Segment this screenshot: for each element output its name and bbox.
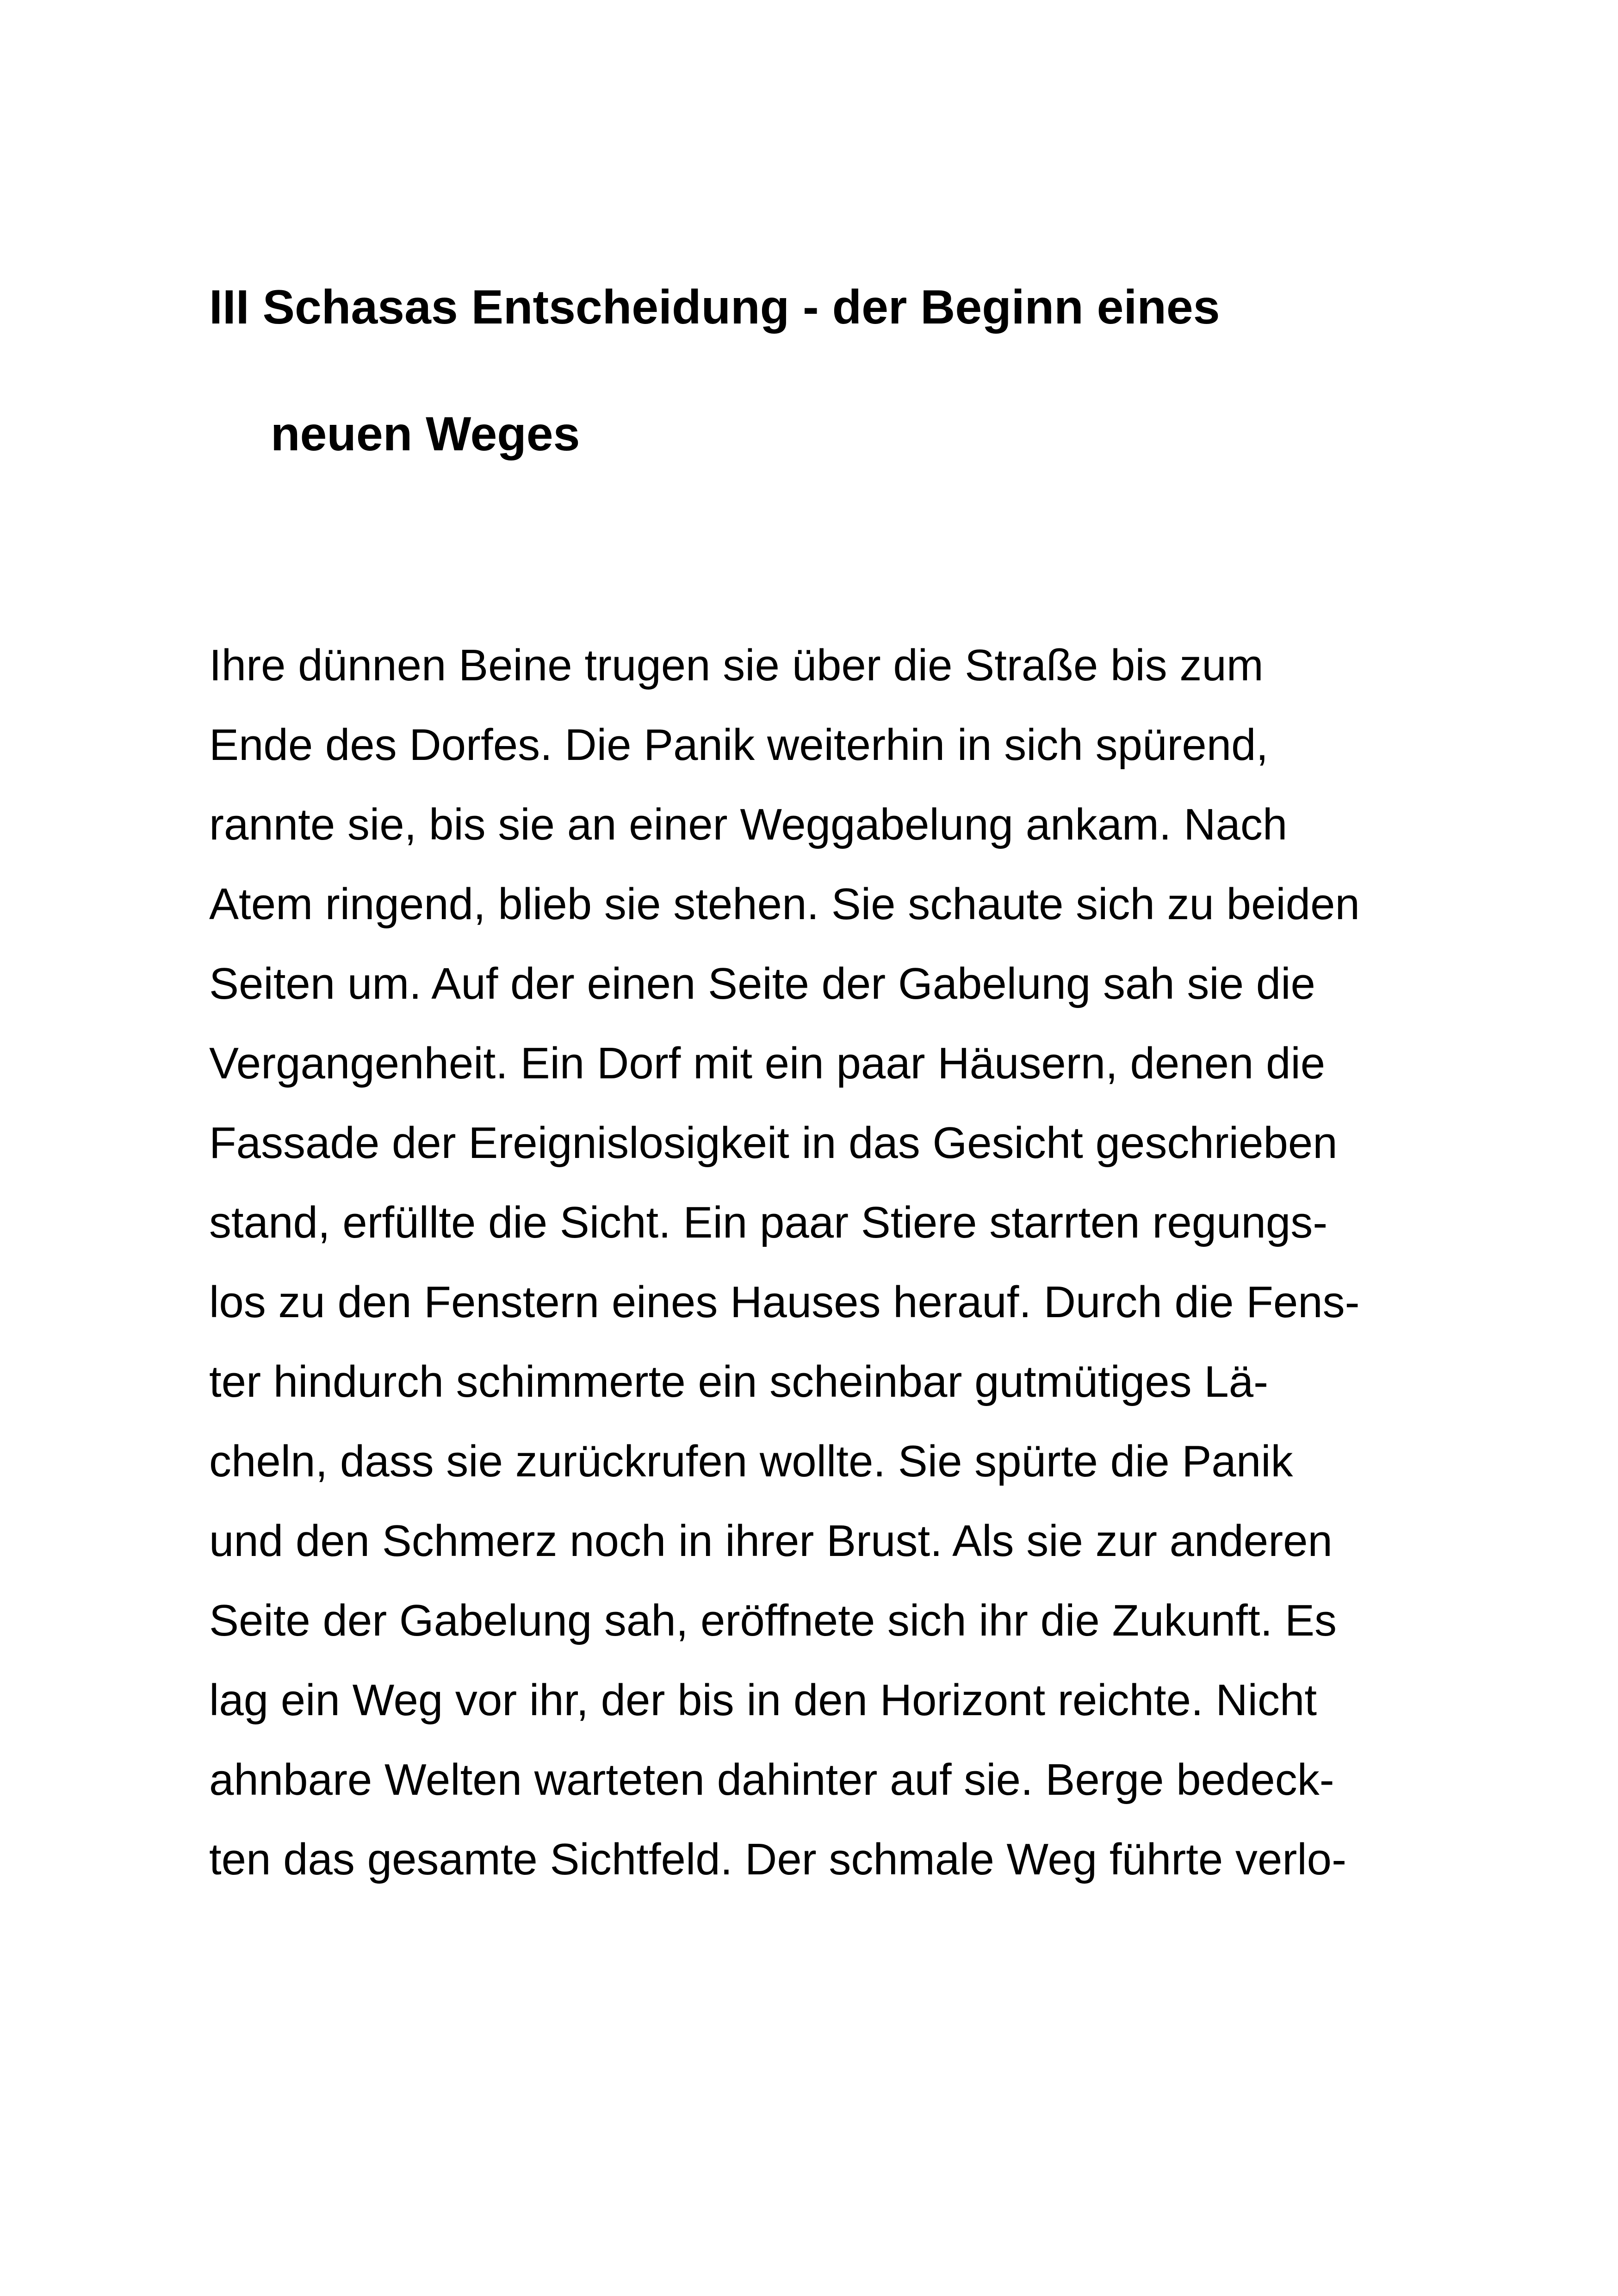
body-line-6: Vergangenheit. Ein Dorf mit ein paar Häusern, denen die — [209, 1039, 1326, 1088]
body-line-5: Seiten um. Auf der einen Seite der Gabelung sah sie die — [209, 959, 1315, 1008]
chapter-title-line-2: neuen Weges — [271, 407, 580, 461]
body-line-13: Seite der Gabelung sah, eröffnete sich ihr die Zukunft. Es — [209, 1596, 1337, 1645]
chapter-title-line-1: III Schasas Entscheidung - der Beginn eines — [209, 280, 1220, 334]
body-line-9: los zu den Fenstern eines Hauses herauf. Durch die Fens- — [209, 1277, 1360, 1327]
body-line-1: Ihre dünnen Beine trugen sie über die Straße bis zum — [209, 641, 1264, 690]
body-line-11: cheln, dass sie zurückrufen wollte. Sie spürte die Panik — [209, 1437, 1293, 1486]
body-line-3: rannte sie, bis sie an einer Weggabelung ankam. Nach — [209, 800, 1288, 849]
body-line-8: stand, erfüllte die Sicht. Ein paar Stiere starrten regungs- — [209, 1198, 1328, 1247]
body-line-15: ahnbare Welten warteten dahinter auf sie. Berge bedeck- — [209, 1755, 1334, 1804]
body-line-4: Atem ringend, blieb sie stehen. Sie schaute sich zu beiden — [209, 879, 1360, 929]
body-line-10: ter hindurch schimmerte ein scheinbar gutmütiges Lä- — [209, 1357, 1269, 1406]
body-line-7: Fassade der Ereignislosigkeit in das Gesicht geschrieben — [209, 1118, 1338, 1168]
body-line-12: und den Schmerz noch in ihrer Brust. Als sie zur anderen — [209, 1516, 1333, 1566]
body-line-2: Ende des Dorfes. Die Panik weiterhin in sich spürend, — [209, 720, 1269, 770]
body-line-14: lag ein Weg vor ihr, der bis in den Horizont reichte. Nicht — [209, 1675, 1317, 1725]
body-line-16: ten das gesamte Sichtfeld. Der schmale Weg führte verlo- — [209, 1835, 1347, 1884]
